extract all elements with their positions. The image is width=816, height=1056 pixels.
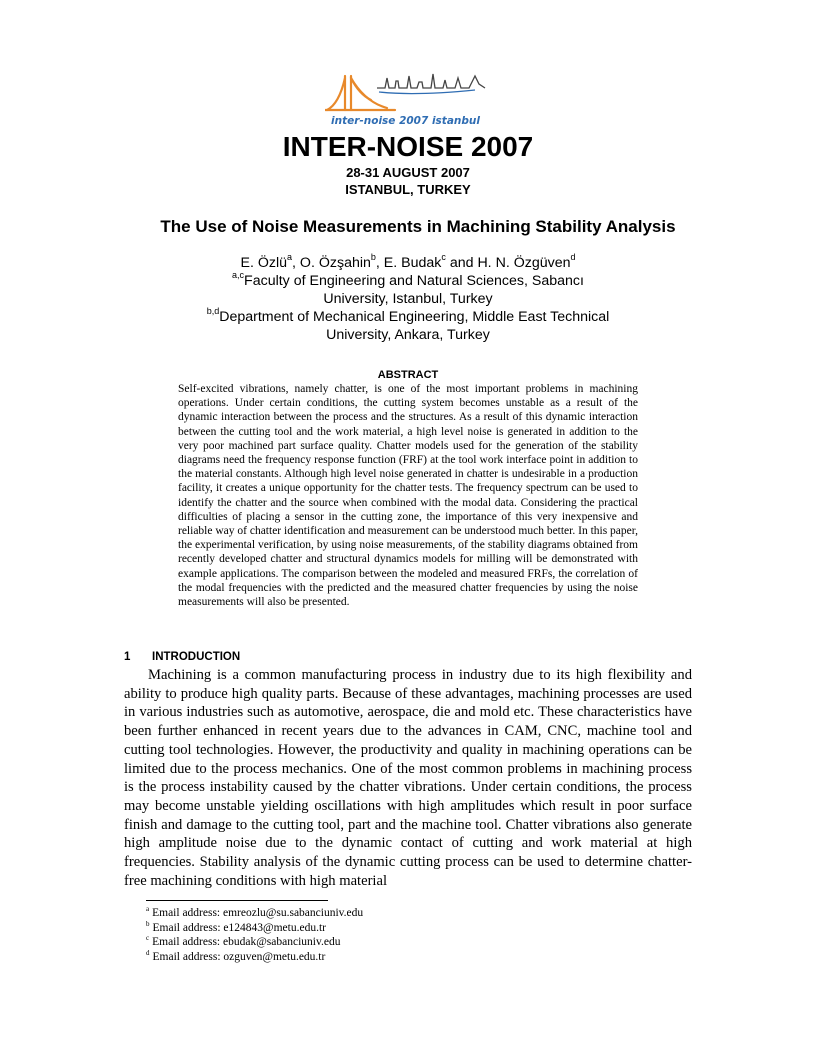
author-list (0, 254, 816, 272)
abstract-heading: ABSTRACT (377, 369, 439, 381)
author-mark: d (570, 252, 576, 263)
affiliation-text: Faculty of Engineering and Natural Sciences, Sabancı (244, 273, 584, 289)
author-mark: c (441, 252, 446, 263)
abstract-body: Self-excited vibrations, namely chatter, is one of the most important problems in machining operations. Under certain conditions, the cutting system becomes unstable as a result of the dynamic interaction between the process and the structures. As a result of this dynamic interaction between the cutting tool and the work material, a high level noise is generated in addition to the very poor machined part surface quality. Chatter models used for the generation of the stability diagrams need the frequency response function (FRF) at the tool work interface point in addition to the material constants. Although high level noise generated in chatter is undesirable in a production facility, it creates a unique opportunity for the chatter tests. The frequency spectrum can be used to identify the chatter and the source when combined with the modal data. Considering the practical difficulties of placing a sensor in the cutting zone, the importance of this very inexpensive and reliable way of chatter identification and measurement can be understood much better. In this paper, the experimental verification, by using noise measurements, of the stability diagrams obtained from recently developed chatter and structural dynamics models for milling will be demonstrated with example applications. The comparison between the modeled and measured FRFs, the correlation of the modal frequencies with the predicted and the measured chatter frequencies by using the noise measurements will also be presented. (178, 383, 639, 609)
affiliation-1-line-1 (0, 272, 816, 290)
author-name: E. Özlü (240, 255, 288, 271)
section-number: 1 (124, 651, 131, 663)
author-separator: , (375, 255, 384, 271)
conference-place: ISTANBUL, TURKEY (345, 182, 471, 197)
affiliation-2-line-2: University, Ankara, Turkey (326, 327, 490, 343)
footnote-mark: a (146, 905, 150, 914)
affiliation-mark: a,c (232, 270, 245, 281)
footnote-mark: b (146, 919, 150, 928)
introduction-body: Machining is a common manufacturing process in industry due to its high flexibility and ability to produce high quality parts. Because of these advantages, machining processes are used in various industries such as automotive, aerospace, die and mold etc. These characteristics have been further enhanced in recent years due to the advances in CAM, CNC, machine tool and cutting tool technologies. However, the productivity and quality in machining operations can be limited due to the process mechanics. One of the most common problems in machining process is the process instability caused by the chatter vibrations. Under certain conditions, the process may become unstable yielding oscillations with high amplitudes which result in poor surface finish and damage to the cutting tool, part and the machine tool. Chatter vibrations also generate high amplitude noise due to the dynamic contact of cutting and work material at high frequencies. Stability analysis of the dynamic cutting process can be used to determine chatter-free machining conditions with high material (124, 667, 692, 889)
footnote-text: Email address: emreozlu@su.sabanciuniv.edu (152, 907, 364, 919)
section-title: INTRODUCTION (152, 651, 241, 663)
footnote-item (146, 921, 363, 936)
footnote-text: Email address: ebudak@sabanciuniv.edu (152, 936, 341, 948)
author-name: H. N. Özgüven (477, 255, 571, 271)
author-name: O. Özşahin (299, 255, 371, 271)
affiliation-text: Department of Mechanical Engineering, Middle East Technical (219, 309, 610, 325)
author-separator: and (445, 255, 478, 271)
footnote-list (146, 906, 363, 964)
section-heading-introduction (124, 650, 240, 664)
affiliation-mark: b,d (206, 306, 220, 317)
author-separator: , (292, 255, 300, 271)
affiliation-1-line-2: University, Istanbul, Turkey (323, 291, 493, 307)
paper-title: The Use of Noise Measurements in Machining Stability Analysis (160, 217, 676, 236)
footnote-item (146, 950, 363, 965)
footnote-mark: c (146, 934, 150, 943)
footnote-text: Email address: e124843@metu.edu.tr (152, 921, 326, 934)
footnote-item (146, 906, 363, 921)
footnote-text: Email address: ozguven@metu.edu.tr (152, 950, 326, 963)
footnote-divider (146, 900, 328, 901)
conference-title: INTER-NOISE 2007 (282, 131, 534, 162)
affiliation-2-line-1 (0, 308, 816, 326)
author-mark: b (370, 252, 376, 263)
author-mark: a (287, 252, 293, 263)
footnote-item (146, 935, 363, 950)
footnote-mark: d (146, 948, 150, 957)
logo-text: inter-noise 2007 istanbul (331, 115, 480, 127)
conference-dates: 28-31 AUGUST 2007 (346, 165, 470, 180)
skyline-icon (377, 74, 485, 94)
author-name: E. Budak (383, 255, 442, 271)
inter-noise-logo (325, 66, 500, 128)
